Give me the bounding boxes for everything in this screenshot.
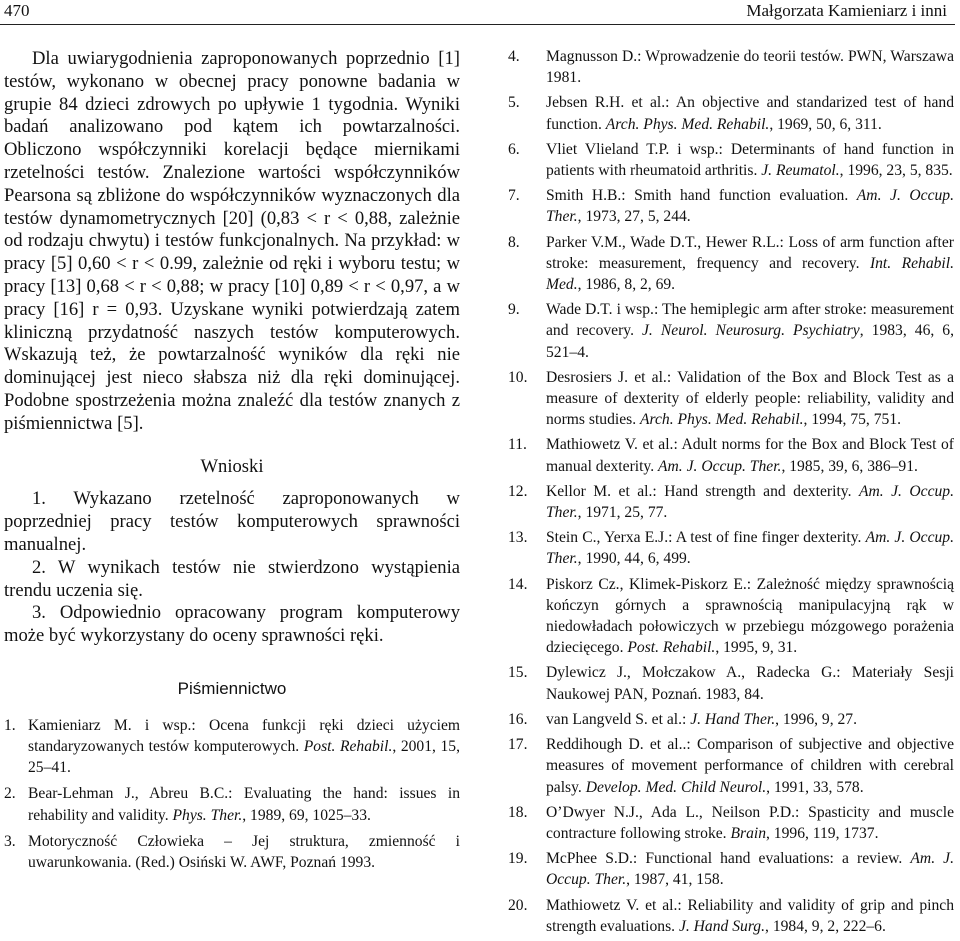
reference-details: , 1989, 69, 1025–33. <box>242 806 371 824</box>
reference-text: Magnusson D.: Wprowadzenie do teorii testów. PWN, Warszawa 1981. <box>546 48 954 87</box>
left-column <box>4 48 460 878</box>
reference-text: Dylewicz J., Mołczakow A., Radecka G.: Materiały Sesji Naukowej PAN, Poznań. 1983, 84. <box>546 664 954 703</box>
reference-details: , 1971, 25, 77. <box>577 504 668 522</box>
reference-journal: Am. J. Occup. Ther. <box>546 187 954 226</box>
reference-item <box>508 367 954 431</box>
reference-text: Jebsen R.H. et al.: An objective and standarized test of hand function. <box>546 94 954 133</box>
reference-item <box>508 662 954 704</box>
reference-number: 15. <box>508 664 528 682</box>
reference-item <box>4 831 460 873</box>
reference-number: 12. <box>508 482 528 500</box>
reference-text: Bear-Lehman J., Abreu B.C.: Evaluating the hand: issues in rehability and validity. <box>28 785 460 824</box>
reference-text: Kamieniarz M. i wsp.: Ocena funkcji ręki dzieci użyciem standaryzowanych testów komputerowych. <box>28 716 460 755</box>
reference-journal: Post. Rehabil. <box>303 737 393 755</box>
reference-details: , 1996, 119, 1737. <box>766 824 879 842</box>
reference-number: 20. <box>508 896 528 914</box>
reference-item <box>508 709 954 730</box>
reference-text: Motoryczność Człowieka – Jej struktura, zmienność i uwarunkowania. (Red.) Osiński W. AWF, Poznań 1993. <box>28 832 460 871</box>
reference-details: , 1973, 27, 5, 244. <box>577 208 691 226</box>
reference-text: Desrosiers J. et al.: Validation of the Box and Block Test as a measure of dexterity of elderly people: reliability, validity and norms studies. <box>546 368 954 429</box>
reference-journal: Am. J. Occup. Ther. <box>546 482 954 522</box>
reference-number: 4. <box>508 48 520 65</box>
reference-number: 14. <box>508 575 528 593</box>
reference-item <box>508 574 954 659</box>
conclusion-item: 2. W wynikach testów nie stwierdzono wystąpienia trendu uczenia się. <box>4 556 460 601</box>
reference-journal: Develop. Med. Child Neurol. <box>585 778 767 796</box>
references-heading: Piśmiennictwo <box>177 678 287 698</box>
reference-number: 8. <box>508 233 520 251</box>
running-header-authors: Małgorzata Kamieniarz i inni <box>746 1 947 20</box>
reference-journal: Arch. Phys. Med. Rehabil. <box>640 411 804 429</box>
discussion-paragraph: Dla uwiarygodnienia zaproponowanych poprzednio [1] testów, wykonano w obecnej pracy ponowne badania w grupie 84 dzieci zdrowych po upływie 1 tygodnia. Wyniki badań analizowano pod kątem ich powtarzalności. Obliczono współczynniki korelacji będące miernikami rzetelności testów. Znalezione wartości współczynników Pearsona są zbliżone do współczynników wyznaczonych dla testów dynamometrycznych [20] (0,83 < r < 0,88, zależnie od rodzaju chwytu) i testów funkcjonalnych. Na przykład: w pracy [5] 0,60 < r < 0.99, zależnie od ręki i wyboru testu; w pracy [13] 0,68 < r < 0,88; w pracy [10] 0,89 < r < 0,97, a w pracy [16] r = 0,93. Uzyskane wyniki potwierdzają zatem kliniczną przydatność naszych testów komputerowych. Wskazują też, że powtarzalność wyników dla ręki nie dominującej jest nieco słabsza niż dla ręki dominującej. Podobne spostrzeżenia można znaleźć dla testów znanych z piśmiennictwa [5]. <box>4 48 460 434</box>
reference-text: Piskorz Cz., Klimek-Piskorz E.: Zależność między sprawnością kończyn górnych a sprawnością manipulacyjną rąk w niedowładach połowiczych w przebiegu mózgowego porażenia dziecięcego. <box>546 575 954 657</box>
reference-details: , 1994, 75, 751. <box>803 411 902 429</box>
reference-journal: Brain <box>730 824 766 842</box>
reference-number: 3. <box>4 832 16 850</box>
reference-journal: Arch. Phys. Med. Rehabil. <box>605 115 770 133</box>
reference-number: 5. <box>508 94 520 112</box>
reference-journal: J. Neurol. Neurosurg. Psychiatry <box>642 322 860 340</box>
reference-number: 11. <box>508 436 527 454</box>
reference-journal: J. Reumatol. <box>761 162 840 180</box>
reference-details: , 1996, 23, 5, 835. <box>839 162 953 180</box>
reference-number: 1. <box>4 716 16 734</box>
reference-details: , 1986, 8, 2, 69. <box>577 276 676 294</box>
reference-details: , 1983, 46, 6, 521–4. <box>546 322 954 361</box>
reference-item <box>508 895 954 937</box>
reference-number: 16. <box>508 710 528 728</box>
reference-journal: Phys. Ther. <box>172 806 243 824</box>
reference-details: , 1985, 39, 6, 386–91. <box>781 457 918 475</box>
conclusions-heading: Wnioski <box>200 455 264 477</box>
conclusion-item: 3. Odpowiednio opracowany program komputerowy może być wykorzystany do oceny sprawności ręki. <box>4 602 460 647</box>
reference-details: , 1990, 44, 6, 499. <box>577 550 691 568</box>
reference-number: 13. <box>508 529 528 547</box>
reference-item <box>508 434 954 476</box>
reference-journal: Am. J. Occup. Ther. <box>546 850 955 889</box>
reference-text: Stein C., Yerxa E.J.: A test of fine finger dexterity. <box>546 529 866 547</box>
reference-journal: Post. Rehabil. <box>627 639 716 657</box>
reference-list-left <box>4 715 460 873</box>
reference-number: 17. <box>508 736 528 754</box>
reference-text: Mathiowetz V. et al.: Reliability and validity of grip and pinch strength evaluations. <box>546 896 954 935</box>
running-header <box>0 0 955 25</box>
reference-details: , 1984, 9, 2, 222–6. <box>765 917 886 935</box>
page-number: 470 <box>4 1 30 20</box>
reference-item <box>508 139 954 181</box>
reference-text: Reddihough D. et al..: Comparison of subjective and objective measures of movement performance of children with cerebral palsy. <box>546 736 954 796</box>
reference-text: Smith H.B.: Smith hand function evaluation. <box>546 187 857 205</box>
reference-item <box>508 527 954 569</box>
reference-number: 2. <box>4 785 16 803</box>
reference-item <box>508 46 954 88</box>
reference-text: Vliet Vlieland T.P. i wsp.: Determinants of hand function in patients with rheumatoid arthritis. <box>546 140 954 180</box>
reference-item <box>508 232 954 296</box>
reference-details: , 2001, 15, 25–41. <box>28 737 461 777</box>
reference-item <box>508 299 954 363</box>
reference-item <box>508 734 954 798</box>
reference-item <box>508 481 954 523</box>
reference-text: Mathiowetz V. et al.: Adult norms for the Box and Block Test of manual dexterity. <box>546 436 954 475</box>
reference-text: van Langveld S. et al.: <box>546 710 691 728</box>
reference-number: 19. <box>508 850 528 868</box>
reference-journal: Am. J. Occup. Ther. <box>546 529 954 568</box>
reference-details: , 1996, 9, 27. <box>775 710 857 728</box>
reference-journal: Int. Rehabil. Med. <box>546 254 954 294</box>
reference-text: Wade D.T. i wsp.: The hemiplegic arm after stroke: measurement and recovery. <box>546 301 954 340</box>
reference-number: 9. <box>508 301 520 319</box>
reference-text: McPhee S.D.: Functional hand evaluations: a review. <box>546 850 911 868</box>
reference-details: , 1991, 33, 578. <box>766 778 864 796</box>
reference-item <box>4 783 460 825</box>
reference-number: 10. <box>508 368 528 386</box>
reference-list-right <box>508 46 954 937</box>
reference-details: , 1995, 9, 31. <box>715 639 798 657</box>
reference-item <box>4 715 460 779</box>
reference-item <box>508 185 954 227</box>
reference-journal: Am. J. Occup. Ther. <box>658 457 782 475</box>
reference-journal: J. Hand Surg. <box>678 917 766 935</box>
reference-number: 18. <box>508 803 528 821</box>
reference-item <box>508 848 954 890</box>
reference-journal: J. Hand Ther. <box>690 710 776 728</box>
reference-number: 6. <box>508 140 520 158</box>
reference-details: , 1987, 41, 158. <box>626 871 724 889</box>
reference-text: O’Dwyer N.J., Ada L., Neilson P.D.: Spasticity and muscle contracture following stroke. <box>546 803 954 842</box>
reference-details: , 1969, 50, 6, 311. <box>769 115 882 133</box>
conclusion-item: 1. Wykazano rzetelność zaproponowanych w poprzedniej pracy testów komputerowych sprawności manualnej. <box>4 488 460 555</box>
reference-item <box>508 802 954 844</box>
right-column <box>508 46 954 941</box>
reference-text: Parker V.M., Wade D.T., Hewer R.L.: Loss of arm function after stroke: measurement, frequency and recovery. <box>546 233 954 272</box>
reference-number: 7. <box>508 187 520 205</box>
reference-item <box>508 92 954 134</box>
reference-text: Kellor M. et al.: Hand strength and dexterity. <box>546 482 859 500</box>
